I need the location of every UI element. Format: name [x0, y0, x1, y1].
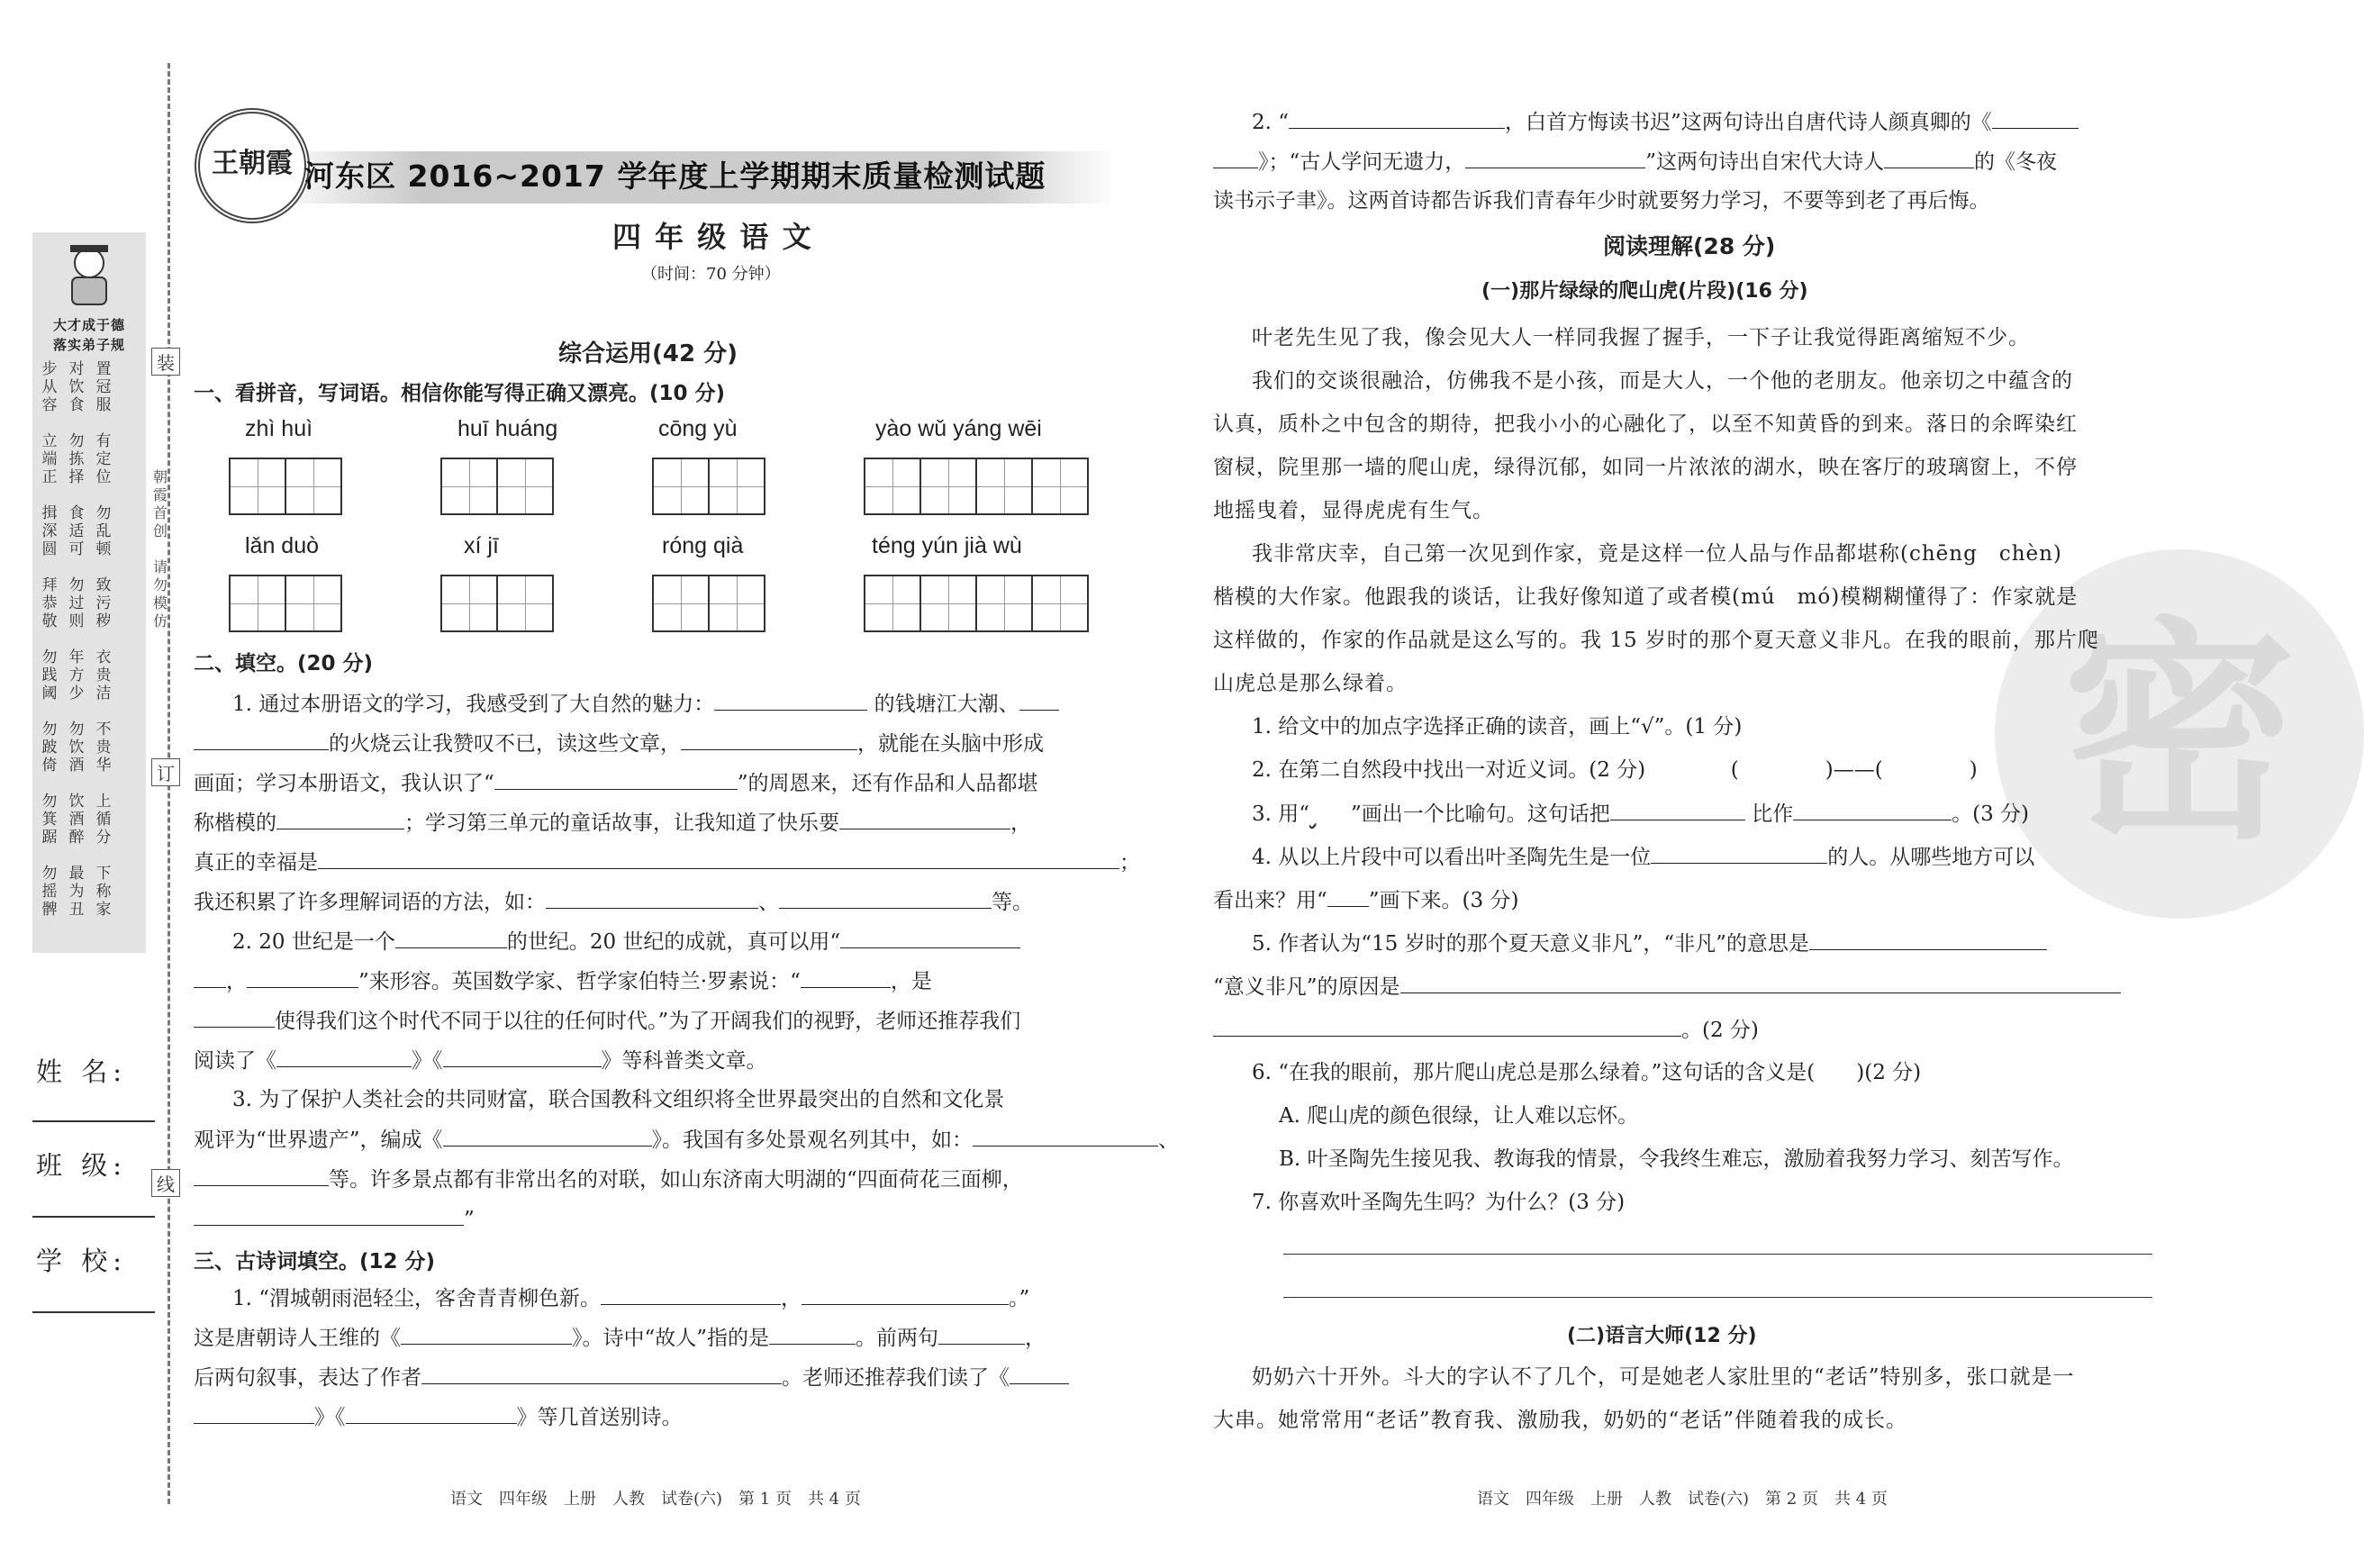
passage1-line-6: 我非常庆幸，自己第一次见到作家，竟是这样一位人品与作品都堪称(chēng chèn) [1252, 542, 2062, 566]
passage2-line-1: 奶奶六十开外。斗大的字认不了几个，可是她老人家肚里的“老话”特别多，张口就是一 [1252, 1365, 2075, 1389]
q3-title: 三、古诗词填空。(12 分) [194, 1250, 436, 1273]
motto-col: 对饮食 [68, 360, 85, 414]
motto-col: 勿箕踞 [41, 793, 58, 847]
passage2-line-2: 大串。她常常用“老话”教育我、激励我，奶奶的“老话”伴随着我的成长。 [1213, 1409, 1908, 1432]
q3-1-line-1: 1. “渭城朝雨浥轻尘，客舍青青柳色新。 ， 。” [232, 1277, 1029, 1319]
passage1-line-8: 这样做的，作家的作品就是这么写的。我 15 岁时的那个夏天意义非凡。在我的眼前，那片爬 [1213, 629, 2099, 652]
q3-2-line-1: 2. “ ，白首方悔读书迟”这两句诗出自唐代诗人颜真卿的《 [1252, 101, 2079, 143]
question-5-line-2: “意义非凡”的原因是 [1213, 965, 2121, 1008]
question-6: 6. “在我的眼前，那片爬山虎总是那么绿着。”这句话的含义是( )(2 分) [1252, 1061, 1922, 1084]
sidebar-motto-panel [32, 232, 146, 953]
writing-grid-2[interactable] [440, 458, 552, 515]
q3-1-line-4: 》《 》等几首送别诗。 [194, 1396, 683, 1438]
question-7: 7. 你喜欢叶圣陶先生吗？为什么？(3 分) [1252, 1191, 1626, 1214]
child-illustration [59, 241, 119, 310]
school-label: 学 校: [36, 1246, 127, 1276]
fold-mark-xian: 线 [151, 1169, 180, 1197]
q3-2-line-3: 读书示子聿》。这两首诗都告诉我们青春年少时就要努力学习，不要等到老了再后悔。 [1213, 189, 1990, 213]
motto-col: 勿拣择 [68, 432, 85, 486]
writing-grid-7[interactable] [652, 575, 764, 632]
passage1-line-3: 认真，质朴之中包含的期待，把我小小的心融化了，以至不知黄昏的到来。落日的余晖染红 [1213, 412, 2078, 436]
motto-col: 不贵华 [95, 721, 112, 775]
reading-title: 阅读理解(28 分) [1603, 233, 1776, 259]
copyright-note-2: 请勿模仿 [152, 558, 168, 630]
q2-2-line-4: 阅读了《 》《 》等科普类文章。 [194, 1039, 767, 1082]
writing-grid-4[interactable] [864, 458, 1087, 515]
section-title-comprehensive: 综合运用(42 分) [558, 340, 738, 367]
question-4-line-1: 4. 从以上片段中可以看出叶圣陶先生是一位 的人。从哪些地方可以 [1252, 836, 2034, 878]
question-2: 2. 在第二自然段中找出一对近义词。(2 分) ( )——( ) [1252, 758, 1978, 782]
q3-2-line-2: 》；“古人学问无遗力， ”这两句诗出自宋代大诗人 的《冬夜 [1213, 140, 2057, 183]
q2-2-line-2: ， ”来形容。英国数学家、哲学家伯特兰·罗素说：“ ，是 [194, 960, 932, 1002]
motto-col: 年方少 [68, 648, 85, 702]
question-6-option-b[interactable]: B. 叶圣陶先生接见我、教诲我的情景，令我终生难忘，激励着我努力学习、刻苦写作。 [1279, 1147, 2074, 1171]
motto-col: 最为丑 [68, 865, 85, 919]
left-page-footer: 语文 四年级 上册 人教 试卷(六) 第 1 页 共 4 页 [450, 1490, 861, 1509]
motto-col: 勿乱顿 [95, 504, 112, 558]
motto-col: 下称家 [95, 865, 112, 919]
q2-1-line-2: 的火烧云让我赞叹不已，读这些文章， ，就能在头脑中形成 [194, 722, 1044, 765]
passage1-line-7: 楷模的大作家。他跟我的谈话，让我好像知道了或者模(mú mó)模糊糊懂得了：作家就是 [1213, 585, 2079, 609]
passage2-title: (二)语言大师(12 分) [1567, 1325, 1757, 1347]
pinyin-7: róng qià [662, 533, 744, 558]
class-field[interactable] [32, 1216, 155, 1218]
q2-2-line-3: 使得我们这个时代不同于以往的任何时代。”为了开阔我们的视野，老师还推荐我们 [194, 1000, 1020, 1042]
q2-3-line-1: 3. 为了保护人类社会的共同财富，联合国教科文组织将全世界最突出的自然和文化景 [232, 1088, 1005, 1111]
q2-1-line-4: 称楷模的 ；学习第三单元的童话故事，让我知道了快乐要 ， [194, 802, 1031, 844]
writing-grid-6[interactable] [440, 575, 552, 632]
pinyin-3: cōng yù [658, 416, 738, 441]
name-field[interactable] [32, 1120, 155, 1122]
motto-line-1: 大才成于德 [52, 317, 125, 333]
q2-3-line-2: 观评为“世界遗产”，编成《 》。我国有多处景观名列其中，如： 、 [194, 1119, 1179, 1161]
question-6-option-a[interactable]: A. 爬山虎的颜色很绿，让人难以忘怀。 [1279, 1104, 1639, 1128]
motto-col: 置冠服 [95, 360, 112, 414]
motto-col: 步从容 [41, 360, 58, 414]
q2-3-line-4: ” [194, 1198, 475, 1240]
passage1-line-4: 窗棂，院里那一墙的爬山虎，绿得沉郁，如同一片浓浓的湖水，映在客厅的玻璃窗上，不停 [1213, 456, 2078, 479]
writing-grid-1[interactable] [229, 458, 340, 515]
q2-1-line-5: 真正的幸福是 ； [194, 841, 1140, 884]
question-5-line-3: 。(2 分) [1213, 1009, 1759, 1051]
pinyin-1: zhì huì [245, 416, 313, 441]
question-5-line-1: 5. 作者认为“15 岁时的那个夏天意义非凡”，“非凡”的意思是 [1252, 922, 2047, 965]
subject-title: 四 年 级 语 文 [612, 220, 813, 254]
pinyin-8: téng yún jià wù [872, 533, 1022, 558]
question-1: 1. 给文中的加点字选择正确的读音，画上“√”。(1 分) [1252, 715, 1743, 739]
q2-3-line-3: 等。许多景点都有非常出名的对联，如山东济南大明湖的“四面荷花三面柳， [194, 1158, 1023, 1201]
right-page-footer: 语文 四年级 上册 人教 试卷(六) 第 2 页 共 4 页 [1477, 1490, 1888, 1509]
pinyin-5: lǎn duò [245, 533, 320, 558]
passage1-line-9: 山虎总是那么绿着。 [1213, 672, 1408, 695]
q2-1-line-3: 画面；学习本册语文，我认识了“ ”的周恩来，还有作品和人品都堪 [194, 762, 1038, 804]
motto-col: 勿跛倚 [41, 721, 58, 775]
brand-logo: 王朝霞 [195, 108, 310, 223]
motto-col: 勿饮酒 [68, 721, 85, 775]
q2-title: 二、填空。(20 分) [194, 652, 374, 675]
motto-col: 上循分 [95, 793, 112, 847]
pinyin-4: yào wǔ yáng wēi [875, 416, 1042, 441]
q2-1-line-1: 1. 通过本册语文的学习，我感受到了大自然的魅力： 的钱塘江大潮、 [232, 683, 1059, 725]
school-field[interactable] [32, 1311, 155, 1313]
motto-col: 致污秽 [95, 576, 112, 630]
motto-col: 食适可 [68, 504, 85, 558]
motto-col: 拜恭敬 [41, 576, 58, 630]
answer-line-1[interactable] [1283, 1254, 2152, 1255]
passage1-line-2: 我们的交谈很融洽，仿佛我不是小孩，而是大人，一个他的老朋友。他亲切之中蕴含的 [1252, 369, 2073, 393]
motto-col: 勿摇髀 [41, 865, 58, 919]
motto-col: 有定位 [95, 432, 112, 486]
answer-line-2[interactable] [1283, 1297, 2152, 1298]
fold-mark-ding: 订 [151, 758, 180, 786]
q3-1-line-3: 后两句叙事，表达了作者 。老师还推荐我们读了《 [194, 1356, 1069, 1399]
question-3: 3. 用“ ”画出一个比喻句。这句话把 比作 。(3 分) [1252, 793, 2029, 835]
exam-title: 河东区 2016~2017 学年度上学期期末质量检测试题 [304, 159, 1046, 194]
passage1-line-5: 地摇曳着，显得虎虎有生气。 [1213, 499, 1494, 522]
writing-grid-5[interactable] [229, 575, 340, 632]
passage1-title: (一)那片绿绿的爬山虎(片段)(16 分) [1481, 280, 1808, 303]
writing-grid-3[interactable] [652, 458, 764, 515]
motto-col: 揖深圆 [41, 504, 58, 558]
motto-line-2: 落实弟子规 [52, 337, 125, 353]
confidential-watermark: 密 [1995, 549, 2364, 919]
copyright-note-1: 朝霞首创 [152, 468, 168, 539]
fold-mark-zhuang: 装 [151, 348, 180, 376]
motto-col: 饮酒醉 [68, 793, 85, 847]
question-4-line-2: 看出来？用“ ”画下来。(3 分) [1213, 879, 1518, 921]
passage1-line-1: 叶老先生见了我，像会见大人一样同我握了握手，一下子让我觉得距离缩短不少。 [1252, 326, 2030, 349]
pinyin-2: huī huáng [457, 416, 558, 441]
q2-2-line-1: 2. 20 世纪是一个 的世纪。20 世纪的成就，真可以用“ [232, 920, 1020, 963]
q1-title: 一、看拼音，写词语。相信你能写得正确又漂亮。(10 分) [194, 382, 726, 405]
name-label: 姓 名: [36, 1056, 127, 1087]
motto-col: 立端正 [41, 432, 58, 486]
writing-grid-8[interactable] [864, 575, 1087, 632]
motto-col: 勿过则 [68, 576, 85, 630]
motto-col: 勿践阈 [41, 648, 58, 702]
motto-col: 衣贵洁 [95, 648, 112, 702]
q2-1-line-6: 我还积累了许多理解词语的方法，如： 、 等。 [194, 881, 1033, 923]
pinyin-6: xí jī [464, 533, 499, 558]
q3-1-line-2: 这是唐朝诗人王维的《 》。诗中“故人”指的是 。前两句 ， [194, 1317, 1046, 1359]
class-label: 班 级: [36, 1150, 127, 1181]
exam-time: （时间：70 分钟） [641, 265, 781, 284]
